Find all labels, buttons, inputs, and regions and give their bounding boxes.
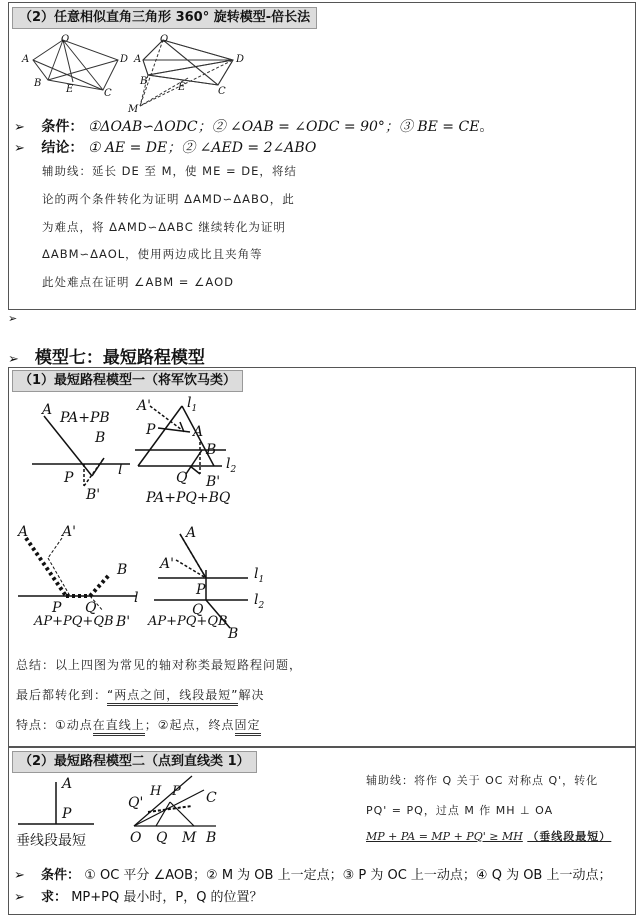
condition-3: ；③ BE = CE	[384, 119, 480, 135]
fig3-formula: AP+PQ+QB	[34, 614, 114, 629]
rotation-conclusions	[14, 137, 316, 157]
bis-label-b: B	[206, 830, 217, 846]
fig4-label-a: A	[186, 525, 197, 541]
label-c-right: C	[218, 86, 226, 97]
fig3-label-a: A	[18, 524, 29, 540]
label-m-right: M	[128, 104, 139, 115]
fig4-label-l2: $l_2$	[254, 592, 265, 611]
fig2-label-a: A	[193, 424, 204, 440]
fig3-label-bp: B'	[116, 614, 131, 630]
fig1-label-b: B	[95, 430, 106, 446]
fig1-label-bp: B'	[86, 487, 101, 503]
summary-line-3: 特点：①动点在直线上；②起点，终点固定	[16, 716, 261, 733]
fig2-label-b: B	[206, 442, 217, 458]
bullet-icon: ➢	[14, 890, 25, 905]
bullet-icon: ➢	[14, 120, 25, 135]
aux-line-4: ΔABM∽ΔAOL，使用两边成比且夹角等	[42, 247, 263, 261]
section-shortest-path-one-label: （1）最短路程模型一（将军饮马类）	[12, 370, 243, 392]
fig1-label-a: A	[42, 402, 53, 418]
figure-pa-pb	[20, 392, 140, 502]
bis-label-q: Q	[156, 830, 168, 846]
condition-2: ；② ∠OAB = ∠ODC = 90°	[197, 119, 385, 135]
label-d-left: D	[120, 54, 129, 65]
model2-ask-text: MP+PQ 最小时，P，Q 的位置？	[71, 890, 263, 905]
model2-aux-line-2: PQ' = PQ，过点 M 作 MH ⊥ OA	[366, 804, 554, 817]
fig4-label-q: Q	[192, 602, 204, 618]
aux-line-2: 论的两个条件转化为证明 ΔAMD∽ΔABO，此	[42, 192, 295, 206]
bis-label-m: M	[182, 830, 197, 846]
label-b-right: B	[140, 76, 148, 87]
conclusions-text: ① AE = DE；② ∠AED = 2∠ABO	[87, 140, 317, 156]
fig1-label-l: l	[118, 462, 123, 478]
fig3-label-b: B	[117, 562, 128, 578]
model2-aux-line-1: 辅助线：将作 Q 关于 OC 对称点 Q'，转化	[366, 774, 599, 787]
fig3-label-ap: A'	[62, 524, 76, 540]
bullet-icon: ➢	[14, 141, 25, 156]
conditions-prefix: 条件：	[41, 119, 84, 135]
label-b-left: B	[34, 78, 42, 89]
bis-label-o: O	[130, 830, 142, 846]
bis-label-h: H	[150, 784, 162, 799]
fig1-formula: PA+PB	[60, 410, 110, 426]
fig4-label-ap: A'	[160, 556, 174, 572]
label-e-right: E	[178, 82, 186, 93]
fig3-label-l: l	[134, 590, 139, 606]
bis-label-qp: Q'	[128, 795, 144, 811]
rotation-model-figure-2	[118, 30, 248, 112]
fig2-label-q: Q	[176, 470, 188, 486]
perp-label-a: A	[62, 776, 73, 792]
aux-line-3: 为难点，将 ΔAMD∽ΔABC 继续转化为证明	[42, 220, 286, 234]
fig4-label-p: P	[196, 582, 206, 598]
aux-line-1: 辅助线：延长 DE 至 M，使 ME = DE，将结	[42, 164, 297, 178]
fig2-label-bp: B'	[206, 474, 221, 490]
bullet-icon: ➢	[14, 868, 25, 883]
label-o-left: O	[61, 34, 70, 45]
fig2-formula: PA+PQ+BQ	[146, 490, 231, 506]
label-d-right: D	[236, 54, 245, 65]
section-shortest-path-two-label: （2）最短路程模型二（点到直线类 1）	[12, 751, 257, 773]
label-c-left: C	[104, 88, 112, 99]
fig1-label-p: P	[64, 470, 74, 486]
model2-conditions-text: ① OC 平分 ∠AOB；② M 为 OB 上一定点；③ P 为 OC 上一动点；④ Q 为 OB 上一动点；	[84, 868, 612, 883]
model2-conditions	[14, 864, 611, 883]
fig2-label-ap: A'	[137, 398, 151, 414]
rotation-conditions	[14, 116, 493, 136]
condition-1: ①ΔOAB∽ΔODC	[87, 119, 198, 135]
stray-arrow-icon: ➢	[8, 312, 18, 325]
fig2-label-l1: $l_1$	[187, 395, 198, 414]
conclusions-prefix: 结论：	[41, 140, 84, 156]
model-seven-title: 模型七：最短路程模型	[34, 348, 205, 368]
aux-line-5: 此处难点在证明 ∠ABM = ∠AOD	[42, 275, 234, 289]
fig2-label-p: P	[146, 422, 156, 438]
label-a-left: A	[22, 54, 30, 65]
fig2-label-l2: $l_2$	[226, 456, 237, 475]
bis-label-p: P	[172, 784, 181, 799]
bis-label-c: C	[206, 790, 217, 806]
fig3-label-q: Q	[85, 600, 97, 616]
label-o-right: O	[160, 34, 169, 45]
summary-line-1: 总结：以上四图为常见的轴对称类最短路程问题，	[16, 658, 303, 672]
label-e-left: E	[66, 84, 74, 95]
model2-ask	[14, 886, 263, 905]
perp-label-p: P	[62, 806, 72, 822]
perp-caption: 垂线段最短	[16, 833, 86, 849]
section-rotation-model-label: （2）任意相似直角三角形 360° 旋转模型-倍长法	[12, 7, 317, 29]
fig3-label-p: P	[52, 600, 62, 616]
fig4-label-l1: $l_1$	[254, 566, 265, 585]
model2-ask-prefix: 求：	[41, 890, 68, 905]
model2-conditions-prefix: 条件：	[41, 868, 81, 883]
fig4-label-b: B	[228, 626, 239, 642]
model-seven-heading	[8, 343, 205, 368]
bullet-icon: ➢	[8, 352, 19, 367]
condition-end: 。	[479, 119, 494, 135]
label-a-right: A	[134, 54, 142, 65]
model2-aux-line-3: MP + PA = MP + PQ' ≥ MH （垂线段最短）	[366, 830, 612, 843]
summary-line-2: 最后都转化到：“两点之间，线段最短”解决	[16, 686, 264, 703]
figure-perpendicular	[14, 776, 104, 836]
fig4-formula: AP+PQ+QB	[148, 614, 228, 629]
